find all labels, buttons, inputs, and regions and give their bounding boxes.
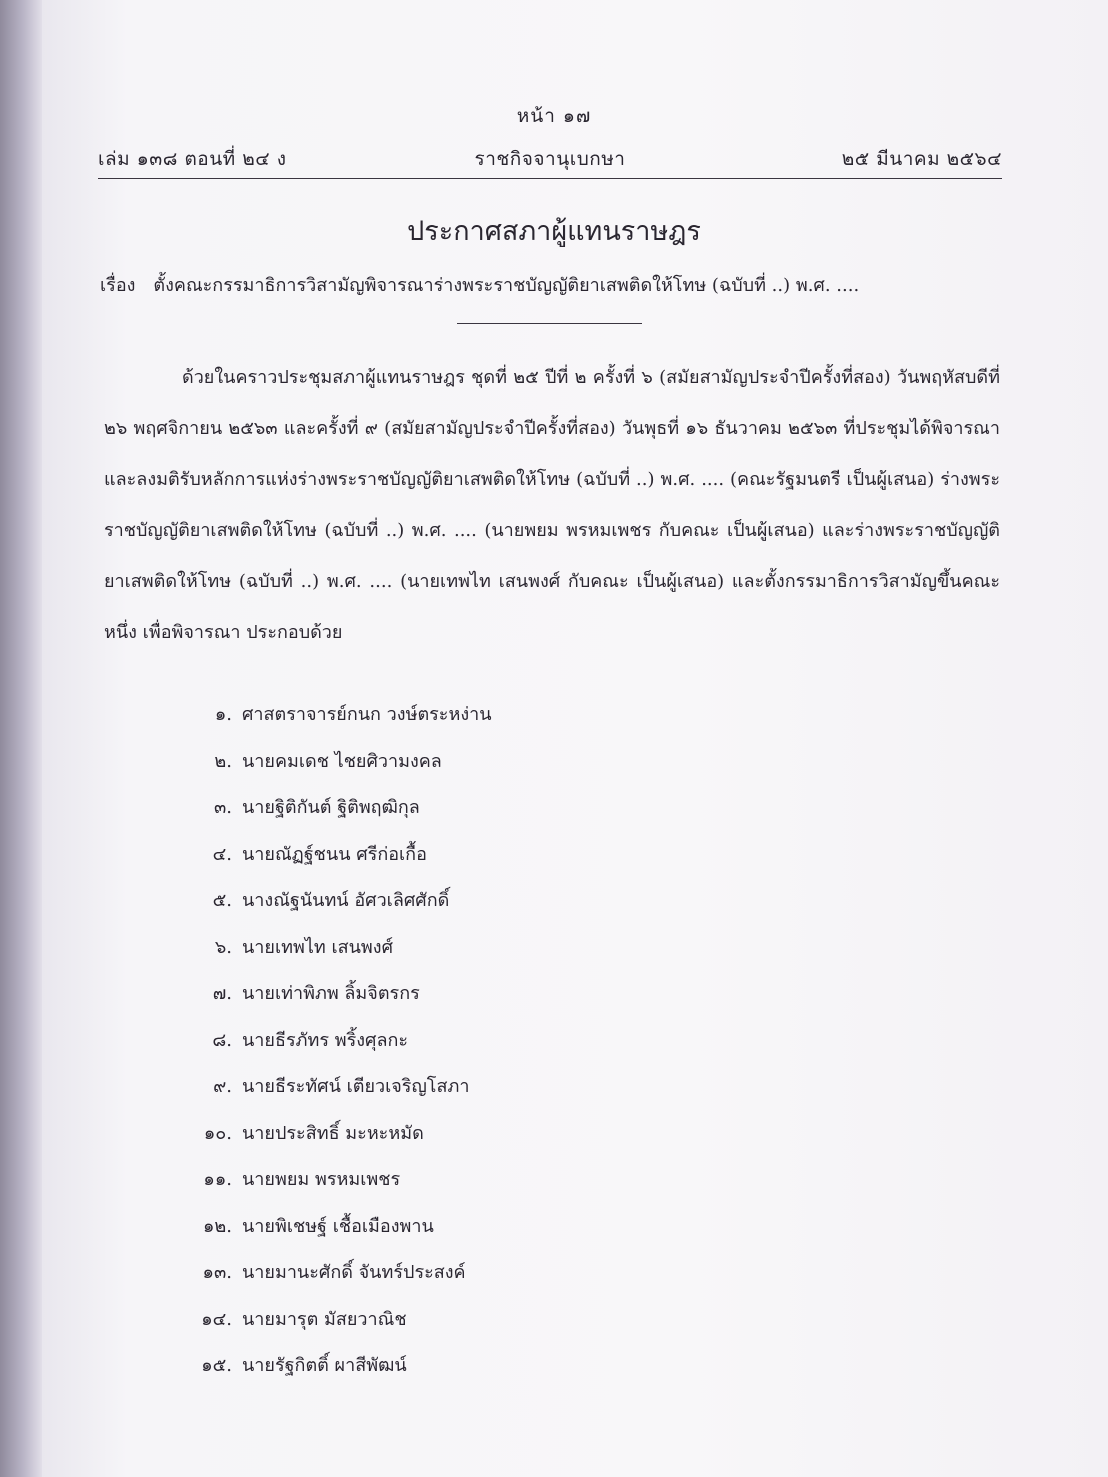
- member-number: ๑.: [214, 704, 232, 725]
- member-number: ๑๑.: [203, 1169, 232, 1190]
- member-name: นายพิเชษฐ์ เชื้อเมืองพาน: [242, 1215, 434, 1237]
- subject-text: ตั้งคณะกรรมาธิการวิสามัญพิจารณาร่างพระราชบัญญัติยาเสพติดให้โทษ (ฉบับที่ ..) พ.ศ. ....: [153, 275, 860, 296]
- member-number: ๙.: [213, 1076, 232, 1097]
- subject-label: เรื่อง: [100, 275, 136, 296]
- page-number: หน้า ๑๗: [516, 105, 592, 127]
- member-name: นายพยม พรหมเพชร: [242, 1169, 401, 1190]
- member-name: นายเท่าพิภพ ลิ้มจิตรกร: [242, 983, 420, 1004]
- member-number: ๘.: [212, 1029, 232, 1051]
- member-item: [160, 1208, 492, 1255]
- body-paragraph: ด้วยในคราวประชุมสภาผู้แทนราษฎร ชุดที่ ๒๕ ปีที่ ๒ ครั้งที่ ๖ (สมัยสามัญประจำปีครั้งที่สอง) วันพฤหัสบดีที่ ๒๖ พฤศจิกายน ๒๕๖๓ และครั้งที่ ๙ (สมัยสามัญประจำปีครั้งที่สอง) วันพุธที่ ๑๖ ธันวาคม ๒๕๖๓ ที่ประชุมได้พิจารณาและลงมติรับหลักการแห่งร่างพระราชบัญญัติยาเสพติดให้โทษ (ฉบับที่ ..) พ.ศ. .... (คณะรัฐมนตรี เป็นผู้เสนอ) ร่างพระราชบัญญัติยาเสพติดให้โทษ (ฉบับที่ ..) พ.ศ. .... (นายพยม พรหมเพชร กับคณะ เป็นผู้เสนอ) และร่างพระราชบัญญัติยาเสพติดให้โทษ (ฉบับที่ ..) พ.ศ. .... (นายเทพไท เสนพงศ์ กับคณะ เป็นผู้เสนอ) และตั้งกรรมาธิการวิสามัญขึ้นคณะหนึ่ง เพื่อพิจารณา ประกอบด้วย: [104, 367, 1000, 643]
- member-number: ๑๓.: [202, 1262, 232, 1283]
- member-number: ๒.: [214, 750, 232, 772]
- member-name: ศาสตราจารย์กนก วงษ์ตระหง่าน: [242, 704, 492, 725]
- member-item: [160, 1022, 492, 1069]
- publication-date: ๒๕ มีนาคม ๒๕๖๔: [841, 148, 1002, 170]
- title-divider: [457, 323, 642, 324]
- member-item: [160, 1301, 492, 1348]
- member-number: ๓.: [213, 797, 232, 818]
- subject-line: [100, 270, 1000, 299]
- member-name: นางณัฐนันทน์ อัศวเลิศศักดิ์: [242, 890, 450, 911]
- member-item: [160, 696, 492, 743]
- member-number: ๖.: [214, 936, 232, 958]
- member-item: [160, 975, 492, 1022]
- member-number: ๑๔.: [201, 1308, 232, 1330]
- member-item: [160, 1115, 492, 1162]
- member-name: นายฐิติกันต์ ฐิติพฤฒิกุล: [242, 797, 420, 818]
- member-item: [160, 789, 492, 836]
- member-name: นายเทพไท เสนพงศ์: [242, 936, 394, 958]
- member-name: นายธีระทัศน์ เตียวเจริญโสภา: [242, 1076, 470, 1097]
- member-item: [160, 1161, 492, 1208]
- member-item: [160, 929, 492, 976]
- publication-name: ราชกิจจานุเบกษา: [474, 148, 626, 170]
- member-item: [160, 743, 492, 790]
- committee-member-list: [160, 696, 492, 1394]
- header-divider: [98, 178, 1002, 179]
- member-name: นายประสิทธิ์ มะหะหมัด: [242, 1122, 424, 1144]
- member-item: [160, 882, 492, 929]
- member-number: ๗.: [212, 983, 232, 1004]
- member-name: นายมารุต มัสยวาณิช: [242, 1308, 407, 1330]
- document-title: ประกาศสภาผู้แทนราษฎร: [407, 216, 701, 247]
- volume-issue: เล่ม ๑๓๘ ตอนที่ ๒๔ ง: [98, 148, 287, 170]
- member-name: นายณัฏฐ์ชนน ศรีก่อเกื้อ: [242, 843, 427, 865]
- member-item: [160, 836, 492, 883]
- member-number: ๑๐.: [203, 1122, 232, 1144]
- member-name: นายคมเดช ไชยศิวามงคล: [242, 750, 442, 772]
- member-name: นายรัฐกิตติ์ ผาสีพัฒน์: [242, 1355, 407, 1376]
- member-item: [160, 1254, 492, 1301]
- member-item: [160, 1068, 492, 1115]
- member-number: ๔.: [212, 843, 232, 865]
- member-item: [160, 1347, 492, 1394]
- member-number: ๑๒.: [202, 1215, 232, 1237]
- member-number: ๑๕.: [201, 1355, 232, 1376]
- member-number: ๕.: [212, 890, 232, 911]
- member-name: นายมานะศักดิ์ จันทร์ประสงค์: [242, 1262, 466, 1283]
- member-name: นายธีรภัทร พริ้งศุลกะ: [242, 1029, 409, 1051]
